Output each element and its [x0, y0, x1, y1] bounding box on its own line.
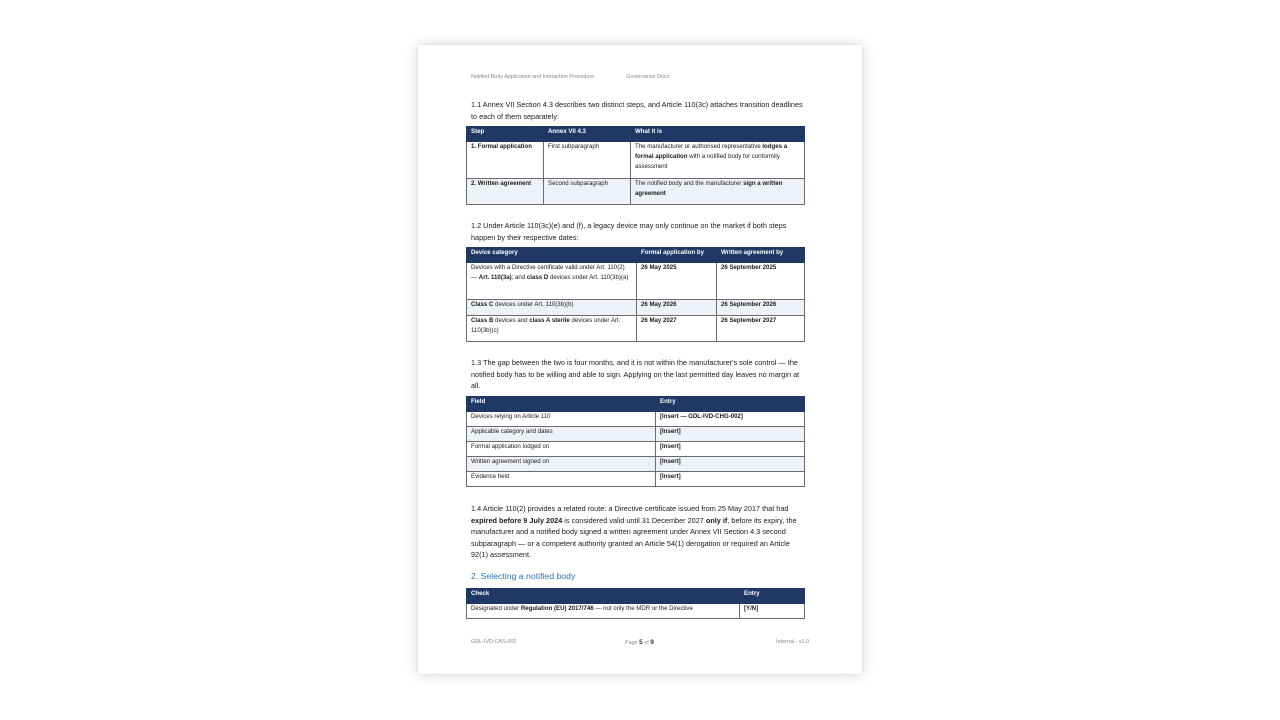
- field-cell: Evidence held: [467, 472, 656, 487]
- table-header-row: [467, 397, 805, 412]
- paragraph-1-3: 1.3 The gap between the two is four months, and it is not within the manufacturer's sole control — the notified body has to be willing and able to sign. Applying on the last permitted day leaves no margin at all.: [471, 358, 800, 390]
- category-cell: Class C devices under Art. 110(3b)(b): [467, 300, 637, 316]
- column-header-entry: Entry: [740, 589, 805, 604]
- column-header-field: Field: [467, 397, 656, 412]
- entry-cell[interactable]: [Insert]: [656, 427, 805, 442]
- document-page: [418, 45, 862, 674]
- agreement-date-cell: 26 September 2026: [717, 300, 805, 316]
- table-header-row: [467, 248, 805, 263]
- footer-page-number: Page 5 of 9: [625, 639, 654, 646]
- section-heading: 2. Selecting a notified body: [471, 571, 576, 581]
- step-cell: 2. Written agreement: [467, 179, 544, 205]
- application-date-cell: 26 May 2027: [637, 316, 717, 342]
- field-cell: Devices relying on Article 110: [467, 412, 656, 427]
- check-cell: Designated under Regulation (EU) 2017/746 — not only the MDR or the Directive: [467, 604, 740, 619]
- table-row: [467, 142, 805, 179]
- steps-table: [466, 126, 805, 205]
- table-row: [467, 179, 805, 205]
- annex-cell: Second subparagraph: [544, 179, 631, 205]
- column-header-annex: Annex VII 4.3: [544, 127, 631, 142]
- footer-doc-id: GDL-IVD-CAS-002: [471, 639, 517, 645]
- column-header-step: Step: [467, 127, 544, 142]
- agreement-date-cell: 26 September 2027: [717, 316, 805, 342]
- entry-cell[interactable]: [Insert]: [656, 442, 805, 457]
- application-date-cell: 26 May 2026: [637, 300, 717, 316]
- entry-cell[interactable]: [Insert]: [656, 457, 805, 472]
- table-row: [467, 263, 805, 300]
- paragraph-1-4: 1.4 Article 110(2) provides a related route: a Directive certificate issued from 25 May 2017 that had expired before 9 July 2024 is considered valid until 31 December 2027 only if, before its expiry, the manufacturer and a notified body signed a written agreement under Annex VII Section 4.3 second subparagraph — or a competent authority granted an Article 54(1) derogation or required an Article 92(1) assessment.: [471, 504, 797, 559]
- agreement-date-cell: 26 September 2025: [717, 263, 805, 300]
- field-cell: Written agreement signed on: [467, 457, 656, 472]
- table-row: [467, 300, 805, 316]
- header-section: Governance Docs: [626, 74, 670, 80]
- page-header: [471, 74, 669, 80]
- table-row: [467, 316, 805, 342]
- table-row: [467, 472, 805, 487]
- application-date-cell: 26 May 2025: [637, 263, 717, 300]
- record-table: [466, 396, 805, 487]
- column-header-entry: Entry: [656, 397, 805, 412]
- table-row: [467, 427, 805, 442]
- what-cell: The manufacturer or authorised representative lodges a formal application with a notified body for conformity assessment: [631, 142, 805, 179]
- entry-cell[interactable]: [Insert]: [656, 472, 805, 487]
- paragraph-1-1: 1.1 Annex VII Section 4.3 describes two distinct steps, and Article 110(3c) attaches transition deadlines to each of them separately:: [471, 100, 803, 121]
- notified-body-check-table: [466, 588, 805, 619]
- table-header-row: [467, 127, 805, 142]
- table-row: [467, 604, 805, 619]
- table-header-row: [467, 589, 805, 604]
- footer-version: Internal - v1.0: [776, 639, 809, 645]
- field-cell: Applicable category and dates: [467, 427, 656, 442]
- table-row: [467, 442, 805, 457]
- column-header-category: Device category: [467, 248, 637, 263]
- column-header-check: Check: [467, 589, 740, 604]
- annex-cell: First subparagraph: [544, 142, 631, 179]
- column-header-what: What it is: [631, 127, 805, 142]
- what-cell: The notified body and the manufacturer sign a written agreement: [631, 179, 805, 205]
- column-header-agreement: Written agreement by: [717, 248, 805, 263]
- category-cell: Devices with a Directive certificate valid under Art. 110(2) — Art. 110(3a); and class D devices under Art. 110(3b)(a): [467, 263, 637, 300]
- step-cell: 1. Formal application: [467, 142, 544, 179]
- entry-cell[interactable]: [Y/N]: [740, 604, 805, 619]
- category-cell: Class B devices and class A sterile devices under Art. 110(3b)(c): [467, 316, 637, 342]
- table-row: [467, 412, 805, 427]
- entry-cell[interactable]: [Insert — GDL-IVD-CHG-002]: [656, 412, 805, 427]
- deadlines-table: [466, 247, 805, 342]
- column-header-application: Formal application by: [637, 248, 717, 263]
- table-row: [467, 457, 805, 472]
- header-doc-title: Notified Body Application and Interaction Procedure: [471, 74, 595, 80]
- field-cell: Formal application lodged on: [467, 442, 656, 457]
- paragraph-1-2: 1.2 Under Article 110(3c)(e) and (f), a legacy device may only continue on the market if both steps happen by their respective dates:: [471, 221, 787, 242]
